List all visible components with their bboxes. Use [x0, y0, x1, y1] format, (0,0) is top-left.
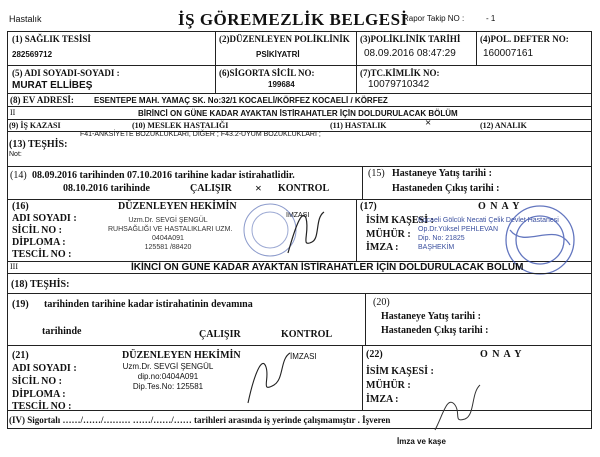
tc-id-value: 10079710342 — [368, 79, 430, 90]
doctor-diploma-label: DİPLOMA : — [12, 237, 66, 248]
doctor2-stamp-line2: dip.no:0404A091 — [137, 372, 199, 381]
hospital2-num: (20) — [373, 297, 390, 308]
doctor-stamp — [108, 216, 233, 252]
doctor-section-title: DÜZENLEYEN HEKİMİN — [118, 201, 237, 212]
report-no-value: - 1 — [486, 14, 496, 23]
tc-id-label: (7)TC.KİMLİK NO: — [360, 68, 440, 78]
diagnosis-label: (13) TEŞHİS: — [9, 139, 68, 150]
section-ii-title: BİRİNCİ ON GÜNE KADAR AYAKTAN İSTİRAHATLER İÇİN DOLDURULACAK BÖLÜM — [138, 109, 458, 118]
doctor2-signature-label: İMZASI — [290, 352, 317, 361]
diagnosis-codes: F41-ANKSİYETE BOZUKLUKLARI, DİĞER ; F43.2-UYUM BOZUKLUKLARI ; — [80, 131, 321, 138]
clinic-value: PSİKİYATRİ — [256, 50, 300, 59]
form-type-label: Hastalık — [9, 14, 42, 24]
doctor2-signature-image — [240, 345, 310, 410]
doctor-signature-image — [240, 198, 350, 268]
doctor2-stamp-line1: Uzm.Dr. SEVGİ ŞENGÜL — [122, 362, 214, 371]
diagnosis2-label: (18) TEŞHİS: — [11, 279, 70, 290]
approval-title: O N A Y — [478, 201, 521, 212]
address-label: (8) EV ADRESİ: — [10, 95, 74, 105]
diagnosis-note: Not: — [9, 151, 22, 158]
work-mark: × — [255, 181, 262, 195]
section-iii-title: İKİNCİ ON GÜNE KADAR AYAKTAN İSTİRAHATLER İÇİN DOLDURULACAK BÖLÜM — [131, 262, 524, 273]
approval2-signature-image — [425, 375, 485, 435]
insurance-no-value: 199684 — [268, 80, 295, 89]
clinic-date-value: 08.09.2016 08:47:29 — [364, 48, 456, 59]
occupational-disease-label: (10) MESLEK HASTALIĞI — [132, 121, 229, 130]
doctor2-stamp — [118, 362, 218, 392]
hospital-out-label: Hastaneden Çıkış tarihi : — [392, 183, 500, 194]
rest-period-num: (14) — [10, 170, 27, 181]
patient-name-label: (5) ADI SOYADI-SOYADI : — [12, 68, 120, 78]
work-label: ÇALIŞIR — [190, 183, 232, 194]
approval2-section-num: (22) — [366, 349, 383, 360]
doctor2-tescil-label: TESCİL NO : — [12, 401, 72, 412]
doctor-reg-label: SİCİL NO : — [12, 225, 63, 236]
control2-label: KONTROL — [281, 329, 333, 340]
rest2-line2: tarihinde — [42, 326, 82, 337]
maternity-label: (12) ANALIK — [480, 121, 527, 130]
doctor-stamp-line4: 125581 /88420 — [144, 244, 192, 251]
insurance-no-label: (6)SİGORTA SİCİL NO: — [219, 68, 315, 78]
employer-signature-label: İmza ve kaşe — [397, 437, 446, 446]
control-label: KONTROL — [278, 183, 330, 194]
section-ii-roman: II — [10, 108, 16, 117]
rest2-line1: tarihinden tarihine kadar istirahatinin devamına — [44, 299, 253, 310]
doctor2-reg-label: SİCİL NO : — [12, 376, 63, 387]
page-title: İŞ GÖREMEZLİK BELGESİ — [178, 10, 408, 29]
chief-stamp-line4: BAŞHEKİM — [418, 244, 455, 251]
chief-stamp-line3: Dip. No: 21825 — [418, 235, 465, 242]
doctor-tescil-label: TESCİL NO : — [12, 249, 72, 260]
hospital2-in-label: Hastaneye Yatış tarihi : — [381, 311, 481, 322]
doctor-section-num: (16) — [12, 201, 29, 212]
report-no-label: Rapor Takip NO : — [403, 14, 465, 23]
illness-label: (11) HASTALIK — [330, 121, 387, 130]
section-iii-roman: III — [10, 262, 18, 271]
doctor-stamp-line3: 0404A091 — [152, 235, 184, 242]
employer2-name-label: İSİM KAŞESİ : — [366, 366, 434, 377]
address-value: ESENTEPE MAH. YAMAÇ SK. No:32/1 KOCAELİ/KÖRFEZ KOCAELİ / KÖRFEZ — [94, 96, 388, 105]
approval2-title: O N A Y — [480, 349, 523, 360]
book-no-label: (4)POL. DEFTER NO: — [480, 34, 569, 44]
employer-declaration: (IV) Sigortalı ……/……/……… ……/……/…… tarihleri arasında iş yerinde çalışmamıştır . İşveren — [9, 415, 391, 425]
doctor-stamp-line2: RUHSAĞLIĞI VE HASTALIKLARI UZM. — [108, 226, 233, 233]
rest2-num: (19) — [12, 299, 29, 310]
doctor2-stamp-line3: Dip.Tes.No: 125581 — [132, 382, 204, 391]
work-accident-label: (9) İŞ KAZASI — [9, 121, 61, 130]
chief-stamp-line2: Op.Dr.Yüksel PEHLEVAN — [418, 226, 499, 233]
employer2-seal-label: MÜHÜR : — [366, 380, 411, 391]
clinic-label: (2)DÜZENLEYEN POLİKLİNİK — [219, 34, 350, 44]
clinic-date-label: (3)POLİKLİNİK TARİHİ — [360, 34, 461, 44]
doctor-signature-label: İMZASI — [286, 212, 310, 219]
rest-period-line1: 08.09.2016 tarihinden 07.10.2016 tarihine kadar istirahatlidir. — [32, 170, 295, 181]
rest-period-line2: 08.10.2016 tarihinde — [63, 183, 150, 194]
book-no-value: 160007161 — [483, 48, 534, 59]
doctor2-name-label: ADI SOYADI : — [12, 363, 77, 374]
doctor2-section-num: (21) — [12, 350, 29, 361]
doctor2-diploma-label: DİPLOMA : — [12, 389, 66, 400]
facility-label: (1) SAĞLIK TESİSİ — [12, 34, 91, 44]
illness-mark: × — [425, 117, 432, 129]
employer-seal-label: MÜHÜR : — [366, 229, 411, 240]
employer-name-label: İSİM KAŞESİ : — [366, 215, 434, 226]
facility-value: 282569712 — [12, 50, 53, 59]
approval-section-num: (17) — [360, 201, 377, 212]
doctor-stamp-line1: Uzm.Dr. SEVGİ ŞENGÜL — [128, 217, 208, 224]
doctor-name-label: ADI SOYADI : — [12, 213, 77, 224]
patient-name-value: MURAT ELLİBEŞ — [12, 80, 93, 91]
work2-label: ÇALIŞIR — [199, 329, 241, 340]
employer-sign-label: İMZA : — [366, 242, 399, 253]
chief-stamp-line1: Kocaeli Gölcük Necati Çelik Devlet Hastanesi — [418, 217, 559, 224]
hospital2-out-label: Hastaneden Çıkış tarihi : — [381, 325, 489, 336]
hospital-in-label: Hastaneye Yatış tarihi : — [392, 168, 492, 179]
hospital-section-num: (15) — [368, 168, 385, 179]
doctor2-section-title: DÜZENLEYEN HEKİMİN — [122, 350, 241, 361]
employer2-sign-label: İMZA : — [366, 394, 399, 405]
